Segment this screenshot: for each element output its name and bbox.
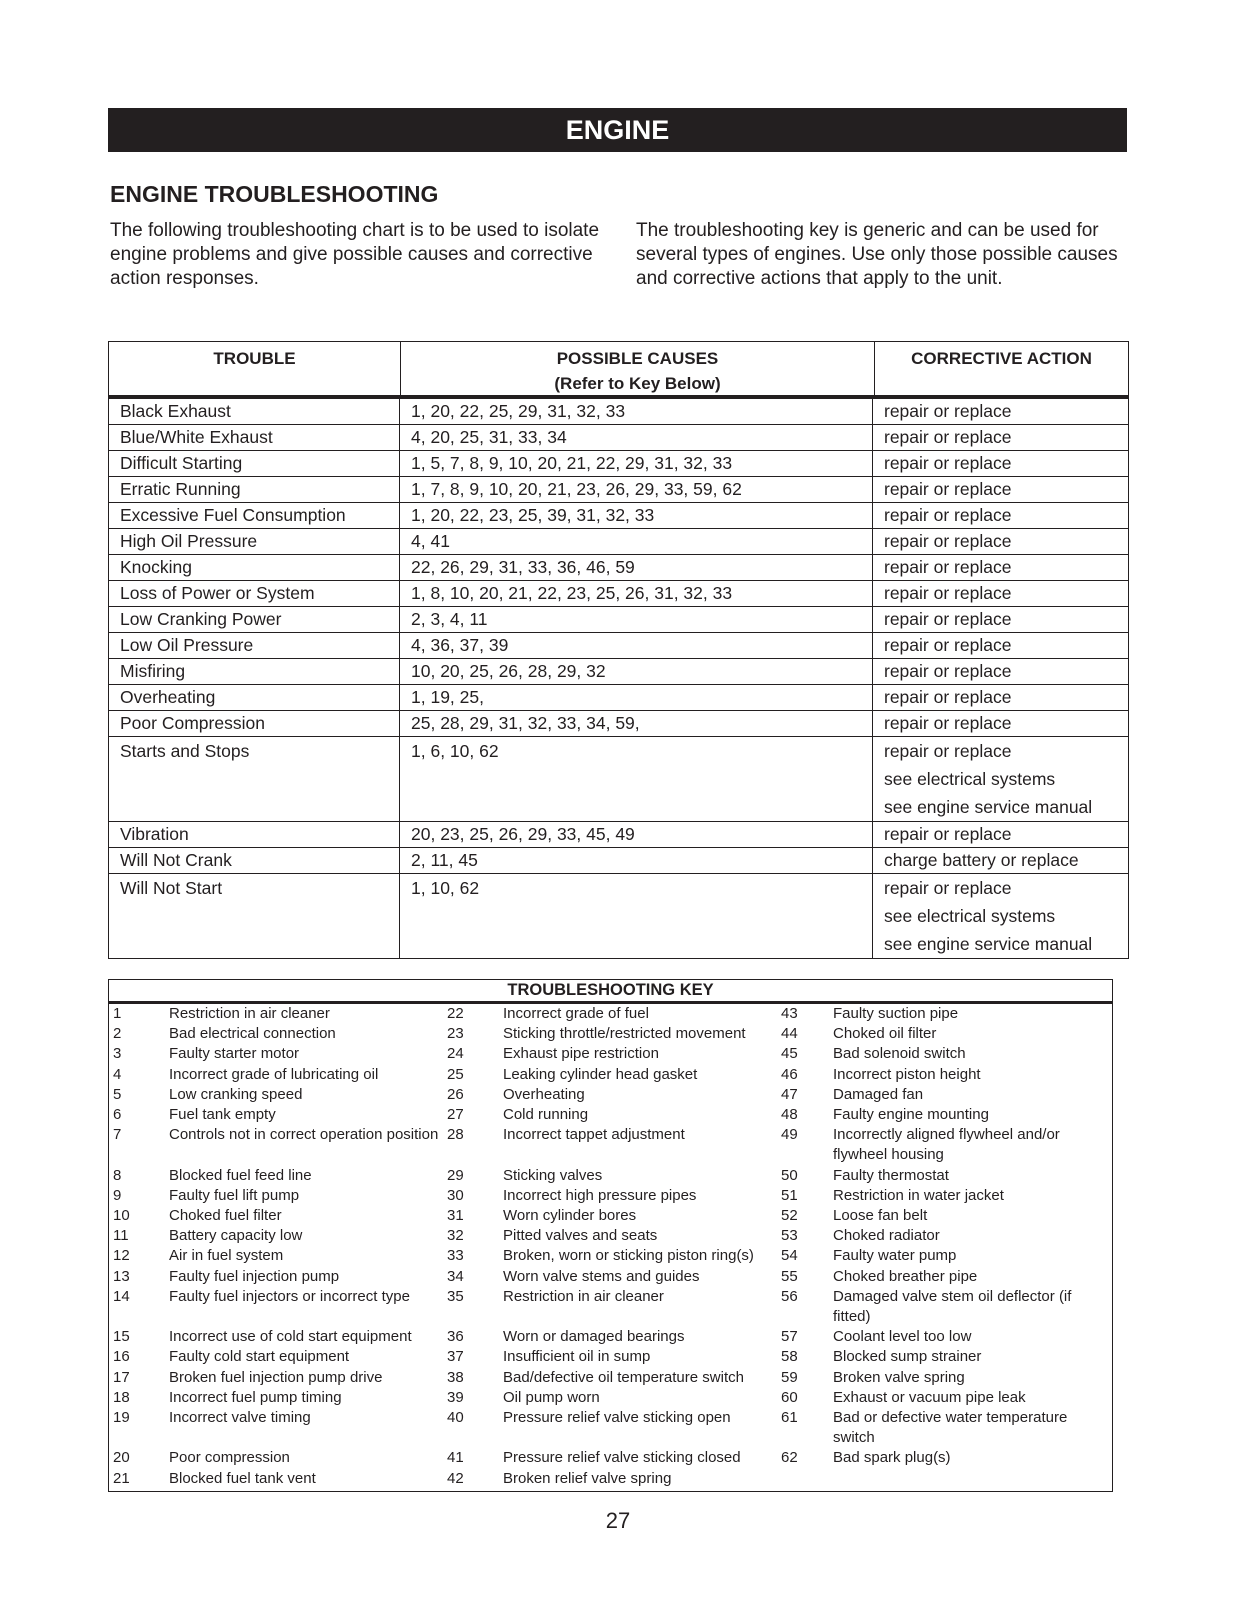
action-text: see electrical systems	[884, 906, 1056, 926]
causes-text: 4, 36, 37, 39	[411, 635, 509, 655]
key-number: 58	[781, 1348, 798, 1366]
action-cell	[873, 848, 1128, 873]
key-description: Pressure relief valve sticking closed	[503, 1449, 741, 1467]
key-description: Cold running	[503, 1106, 589, 1124]
key-number: 23	[447, 1025, 464, 1043]
key-description: Choked radiator	[833, 1227, 940, 1245]
header-possible-causes	[401, 342, 875, 395]
action-text: charge battery or replace	[884, 850, 1079, 870]
trouble-cell	[109, 477, 400, 502]
action-text: repair or replace	[884, 713, 1012, 733]
trouble-cell	[109, 737, 400, 821]
action-cell	[873, 451, 1128, 476]
causes-cell	[400, 711, 873, 736]
trouble-cell	[109, 451, 400, 476]
action-text: repair or replace	[884, 635, 1012, 655]
table-body	[109, 399, 1128, 958]
key-description: Faulty fuel injectors or incorrect type	[169, 1287, 410, 1305]
key-description: Controls not in correct operation position	[169, 1126, 439, 1144]
action-cell	[873, 822, 1128, 847]
trouble-text: Poor Compression	[120, 713, 265, 733]
key-number: 22	[447, 1005, 464, 1022]
trouble-text: Will Not Crank	[120, 850, 232, 870]
action-cell	[873, 737, 1128, 821]
trouble-cell	[109, 711, 400, 736]
key-description: Faulty engine mounting	[833, 1106, 989, 1124]
key-title: TROUBLESHOOTING KEY	[109, 980, 1112, 1004]
troubleshooting-table	[108, 341, 1129, 959]
key-number: 53	[781, 1227, 798, 1245]
causes-text: 1, 10, 62	[411, 878, 480, 898]
key-number: 5	[113, 1085, 122, 1103]
trouble-text: Starts and Stops	[120, 741, 250, 761]
causes-text: 25, 28, 29, 31, 32, 33, 34, 59,	[411, 713, 640, 733]
key-description: Damaged fan	[833, 1085, 924, 1103]
key-description: Broken valve spring	[833, 1368, 965, 1386]
key-description: Bad spark plug(s)	[833, 1449, 951, 1467]
key-number: 50	[781, 1166, 798, 1184]
key-number: 40	[447, 1409, 464, 1427]
key-number: 34	[447, 1267, 464, 1285]
causes-text: 1, 20, 22, 23, 25, 39, 31, 32, 33	[411, 505, 655, 525]
action-text: see electrical systems	[884, 769, 1056, 789]
header-corrective-action: CORRECTIVE ACTION	[911, 349, 1092, 368]
key-description: Sticking throttle/restricted movement	[503, 1025, 746, 1043]
key-description: Overheating	[503, 1085, 585, 1103]
key-description: Incorrect high pressure pipes	[503, 1186, 697, 1204]
trouble-cell	[109, 659, 400, 684]
trouble-text: Blue/White Exhaust	[120, 427, 273, 447]
key-description: Incorrect grade of lubricating oil	[169, 1065, 379, 1083]
troubleshooting-key	[108, 979, 1113, 1492]
causes-text: 4, 20, 25, 31, 33, 34	[411, 427, 567, 447]
trouble-text: Loss of Power or System	[120, 583, 315, 603]
action-text: repair or replace	[884, 741, 1012, 761]
table-row	[109, 659, 1128, 685]
key-description: Choked breather pipe	[833, 1267, 978, 1285]
key-number: 7	[113, 1126, 122, 1144]
key-list	[109, 1004, 1112, 1491]
trouble-text: Difficult Starting	[120, 453, 243, 473]
trouble-text: Low Cranking Power	[120, 609, 282, 629]
trouble-text: Black Exhaust	[120, 401, 231, 421]
action-text: repair or replace	[884, 878, 1012, 898]
header-trouble: TROUBLE	[109, 342, 401, 395]
key-number: 18	[113, 1388, 130, 1406]
key-description: Broken, worn or sticking piston ring(s)	[503, 1247, 754, 1265]
action-text: repair or replace	[884, 479, 1012, 499]
key-description: Broken fuel injection pump drive	[169, 1368, 383, 1386]
causes-cell	[400, 477, 873, 502]
key-description: Faulty thermostat	[833, 1166, 949, 1184]
trouble-cell	[109, 425, 400, 450]
table-row	[109, 529, 1128, 555]
trouble-text: Excessive Fuel Consumption	[120, 505, 346, 525]
table-row	[109, 425, 1128, 451]
trouble-text: Vibration	[120, 824, 189, 844]
causes-cell	[400, 633, 873, 658]
key-description: Damaged valve stem oil deflector (if fitted)	[833, 1287, 1072, 1326]
action-cell	[873, 874, 1128, 958]
key-description: Low cranking speed	[169, 1085, 303, 1103]
causes-text: 4, 41	[411, 531, 450, 551]
key-description: Restriction in air cleaner	[503, 1287, 664, 1305]
key-description: Worn cylinder bores	[503, 1207, 637, 1225]
table-row	[109, 711, 1128, 737]
key-number: 9	[113, 1186, 122, 1204]
key-number: 3	[113, 1045, 122, 1063]
action-text: repair or replace	[884, 557, 1012, 577]
key-number: 11	[113, 1227, 129, 1245]
key-description: Bad or defective water temperature switch	[833, 1409, 1068, 1447]
action-cell	[873, 399, 1128, 424]
key-number: 57	[781, 1328, 798, 1346]
key-number: 16	[113, 1348, 130, 1366]
key-number: 1	[113, 1005, 122, 1022]
key-description: Incorrect use of cold start equipment	[169, 1328, 412, 1346]
key-description: Faulty suction pipe	[833, 1005, 959, 1022]
causes-cell	[400, 555, 873, 580]
key-number: 14	[113, 1287, 130, 1305]
causes-cell	[400, 607, 873, 632]
key-description: Insufficient oil in sump	[503, 1348, 651, 1366]
trouble-cell	[109, 685, 400, 710]
key-description: Restriction in water jacket	[833, 1186, 1004, 1204]
action-cell	[873, 711, 1128, 736]
header-causes-label: POSSIBLE CAUSES	[556, 349, 719, 368]
key-description: Exhaust or vacuum pipe leak	[833, 1388, 1026, 1406]
key-description: Bad electrical connection	[169, 1025, 336, 1043]
key-number: 24	[447, 1045, 464, 1063]
causes-text: 20, 23, 25, 26, 29, 33, 45, 49	[411, 824, 635, 844]
key-number: 15	[113, 1328, 130, 1346]
key-description: Fuel tank empty	[169, 1106, 276, 1124]
key-description: Faulty fuel lift pump	[169, 1186, 300, 1204]
trouble-cell	[109, 529, 400, 554]
key-description: Pressure relief valve sticking open	[503, 1409, 731, 1427]
action-text: repair or replace	[884, 505, 1012, 525]
trouble-text: Erratic Running	[120, 479, 241, 499]
key-description: Blocked fuel feed line	[169, 1166, 312, 1184]
key-number: 38	[447, 1368, 464, 1386]
key-number: 28	[447, 1126, 464, 1144]
key-description: Bad/defective oil temperature switch	[503, 1368, 744, 1386]
key-number: 33	[447, 1247, 464, 1265]
key-number: 26	[447, 1085, 464, 1103]
action-text: repair or replace	[884, 401, 1012, 421]
table-row	[109, 581, 1128, 607]
key-description: Faulty water pump	[833, 1247, 957, 1265]
key-number: 21	[113, 1469, 130, 1487]
trouble-text: Misfiring	[120, 661, 186, 681]
section-title: ENGINE TROUBLESHOOTING	[110, 181, 439, 207]
key-description: Coolant level too low	[833, 1328, 972, 1346]
key-number: 32	[447, 1227, 464, 1245]
page-number: 27	[605, 1508, 631, 1533]
causes-cell	[400, 529, 873, 554]
key-number: 56	[781, 1287, 798, 1305]
trouble-text: Overheating	[120, 687, 216, 707]
causes-cell	[400, 737, 873, 821]
key-number	[777, 1469, 829, 1489]
causes-text: 1, 6, 10, 62	[411, 741, 499, 761]
causes-text: 10, 20, 25, 26, 28, 29, 32	[411, 661, 606, 681]
key-number: 19	[113, 1409, 130, 1427]
key-number: 55	[781, 1267, 798, 1285]
causes-cell	[400, 425, 873, 450]
trouble-cell	[109, 581, 400, 606]
key-number: 8	[113, 1166, 122, 1184]
key-description: Restriction in air cleaner	[169, 1005, 330, 1022]
key-number: 30	[447, 1186, 464, 1204]
intro-left-paragraph: The following troubleshooting chart is to be used to isolate engine problems and give possible causes and corrective action responses.	[110, 220, 600, 289]
table-row	[109, 874, 1128, 958]
key-description: Worn valve stems and guides	[503, 1267, 700, 1285]
key-description: Leaking cylinder head gasket	[503, 1065, 698, 1083]
trouble-cell	[109, 607, 400, 632]
key-description: Blocked sump strainer	[833, 1348, 982, 1366]
key-number: 48	[781, 1106, 798, 1124]
key-description: Faulty fuel injection pump	[169, 1267, 340, 1285]
action-cell	[873, 633, 1128, 658]
trouble-cell	[109, 399, 400, 424]
table-row	[109, 399, 1128, 425]
key-number: 43	[781, 1005, 798, 1022]
causes-text: 22, 26, 29, 31, 33, 36, 46, 59	[411, 557, 635, 577]
key-description: Incorrect fuel pump timing	[169, 1388, 342, 1406]
trouble-cell	[109, 848, 400, 873]
key-description: Battery capacity low	[169, 1227, 303, 1245]
header-causes-sublabel: (Refer to Key Below)	[554, 374, 721, 393]
key-description: Incorrect grade of fuel	[503, 1005, 649, 1022]
action-text: repair or replace	[884, 609, 1012, 629]
action-text: see engine service manual	[884, 934, 1093, 954]
key-description: Faulty cold start equipment	[169, 1348, 350, 1366]
key-description: Incorrect piston height	[833, 1065, 981, 1083]
action-cell	[873, 529, 1128, 554]
causes-cell	[400, 685, 873, 710]
key-description: Choked fuel filter	[169, 1207, 282, 1225]
key-number: 41	[447, 1449, 464, 1467]
trouble-cell	[109, 555, 400, 580]
key-number: 37	[447, 1348, 464, 1366]
key-number: 54	[781, 1247, 798, 1265]
key-description: Blocked fuel tank vent	[169, 1469, 316, 1487]
action-cell	[873, 685, 1128, 710]
causes-cell	[400, 848, 873, 873]
key-number: 2	[113, 1025, 122, 1043]
table-row	[109, 555, 1128, 581]
key-number: 36	[447, 1328, 464, 1346]
trouble-cell	[109, 822, 400, 847]
key-number: 4	[113, 1065, 122, 1083]
key-number: 39	[447, 1388, 464, 1406]
action-text: repair or replace	[884, 531, 1012, 551]
key-description: Air in fuel system	[169, 1247, 284, 1265]
causes-text: 1, 7, 8, 9, 10, 20, 21, 23, 26, 29, 33, 59, 62	[411, 479, 742, 499]
action-cell	[873, 581, 1128, 606]
intro-right-paragraph: The troubleshooting key is generic and can be used for several types of engines. Use only those possible causes and corrective actions that apply to the unit.	[636, 220, 1118, 289]
trouble-cell	[109, 874, 400, 958]
action-text: repair or replace	[884, 661, 1012, 681]
causes-cell	[400, 659, 873, 684]
table-row	[109, 607, 1128, 633]
key-number: 35	[447, 1287, 464, 1305]
key-number: 49	[781, 1126, 798, 1144]
key-number: 10	[113, 1207, 130, 1225]
trouble-text: Knocking	[120, 557, 192, 577]
action-text: repair or replace	[884, 453, 1012, 473]
action-cell	[873, 659, 1128, 684]
key-number: 12	[113, 1247, 130, 1265]
key-number: 45	[781, 1045, 798, 1063]
causes-text: 1, 20, 22, 25, 29, 31, 32, 33	[411, 401, 626, 421]
key-number: 44	[781, 1025, 798, 1043]
key-number: 25	[447, 1065, 464, 1083]
key-description	[829, 1469, 1112, 1489]
key-number: 46	[781, 1065, 798, 1083]
key-description: Worn or damaged bearings	[503, 1328, 685, 1346]
key-number: 13	[113, 1267, 130, 1285]
table-row	[109, 477, 1128, 503]
trouble-text: High Oil Pressure	[120, 531, 258, 551]
causes-text: 1, 19, 25,	[411, 687, 484, 707]
action-text: repair or replace	[884, 824, 1012, 844]
table-row	[109, 737, 1128, 822]
key-description: Sticking valves	[503, 1166, 603, 1184]
action-cell	[873, 503, 1128, 528]
key-number: 61	[781, 1409, 798, 1427]
key-number: 6	[113, 1106, 122, 1124]
key-number: 51	[781, 1186, 798, 1204]
causes-cell	[400, 822, 873, 847]
table-row	[109, 451, 1128, 477]
key-number: 17	[113, 1368, 130, 1386]
table-header	[109, 342, 1128, 399]
key-number: 59	[781, 1368, 798, 1386]
key-description: Oil pump worn	[503, 1388, 600, 1406]
key-description: Incorrectly aligned flywheel and/or flywheel housing	[833, 1126, 1060, 1164]
key-number: 31	[447, 1207, 464, 1225]
key-number: 52	[781, 1207, 798, 1225]
causes-cell	[400, 399, 873, 424]
key-number: 42	[447, 1469, 464, 1487]
action-cell	[873, 425, 1128, 450]
key-number: 60	[781, 1388, 798, 1406]
action-cell	[873, 607, 1128, 632]
causes-text: 2, 3, 4, 11	[411, 609, 488, 629]
key-description: Incorrect tappet adjustment	[503, 1126, 685, 1144]
action-text: repair or replace	[884, 687, 1012, 707]
key-description: Incorrect valve timing	[169, 1409, 311, 1427]
key-number: 62	[781, 1449, 798, 1467]
key-description: Loose fan belt	[833, 1207, 928, 1225]
trouble-text: Low Oil Pressure	[120, 635, 254, 655]
section-banner: ENGINE	[108, 108, 1127, 152]
action-cell	[873, 555, 1128, 580]
table-row	[109, 685, 1128, 711]
action-text: repair or replace	[884, 583, 1012, 603]
table-row	[109, 633, 1128, 659]
action-text: repair or replace	[884, 427, 1012, 447]
key-description: Pitted valves and seats	[503, 1227, 658, 1245]
trouble-text: Will Not Start	[120, 878, 223, 898]
causes-cell	[400, 451, 873, 476]
causes-text: 2, 11, 45	[411, 850, 478, 870]
trouble-cell	[109, 633, 400, 658]
causes-cell	[400, 503, 873, 528]
table-row	[109, 848, 1128, 874]
key-description: Poor compression	[169, 1449, 290, 1467]
action-text: see engine service manual	[884, 797, 1093, 817]
trouble-cell	[109, 503, 400, 528]
key-description: Broken relief valve spring	[503, 1469, 672, 1487]
key-description: Choked oil filter	[833, 1025, 937, 1043]
action-cell	[873, 477, 1128, 502]
causes-cell	[400, 874, 873, 958]
key-number: 20	[113, 1449, 130, 1467]
key-number: 27	[447, 1106, 464, 1124]
key-description: Faulty starter motor	[169, 1045, 300, 1063]
table-row	[109, 822, 1128, 848]
key-number: 47	[781, 1085, 798, 1103]
key-description: Exhaust pipe restriction	[503, 1045, 659, 1063]
table-row	[109, 503, 1128, 529]
key-number: 29	[447, 1166, 464, 1184]
causes-text: 1, 5, 7, 8, 9, 10, 20, 21, 22, 29, 31, 32, 33	[411, 453, 733, 473]
causes-text: 1, 8, 10, 20, 21, 22, 23, 25, 26, 31, 32, 33	[411, 583, 733, 603]
key-description: Bad solenoid switch	[833, 1045, 966, 1063]
causes-cell	[400, 581, 873, 606]
